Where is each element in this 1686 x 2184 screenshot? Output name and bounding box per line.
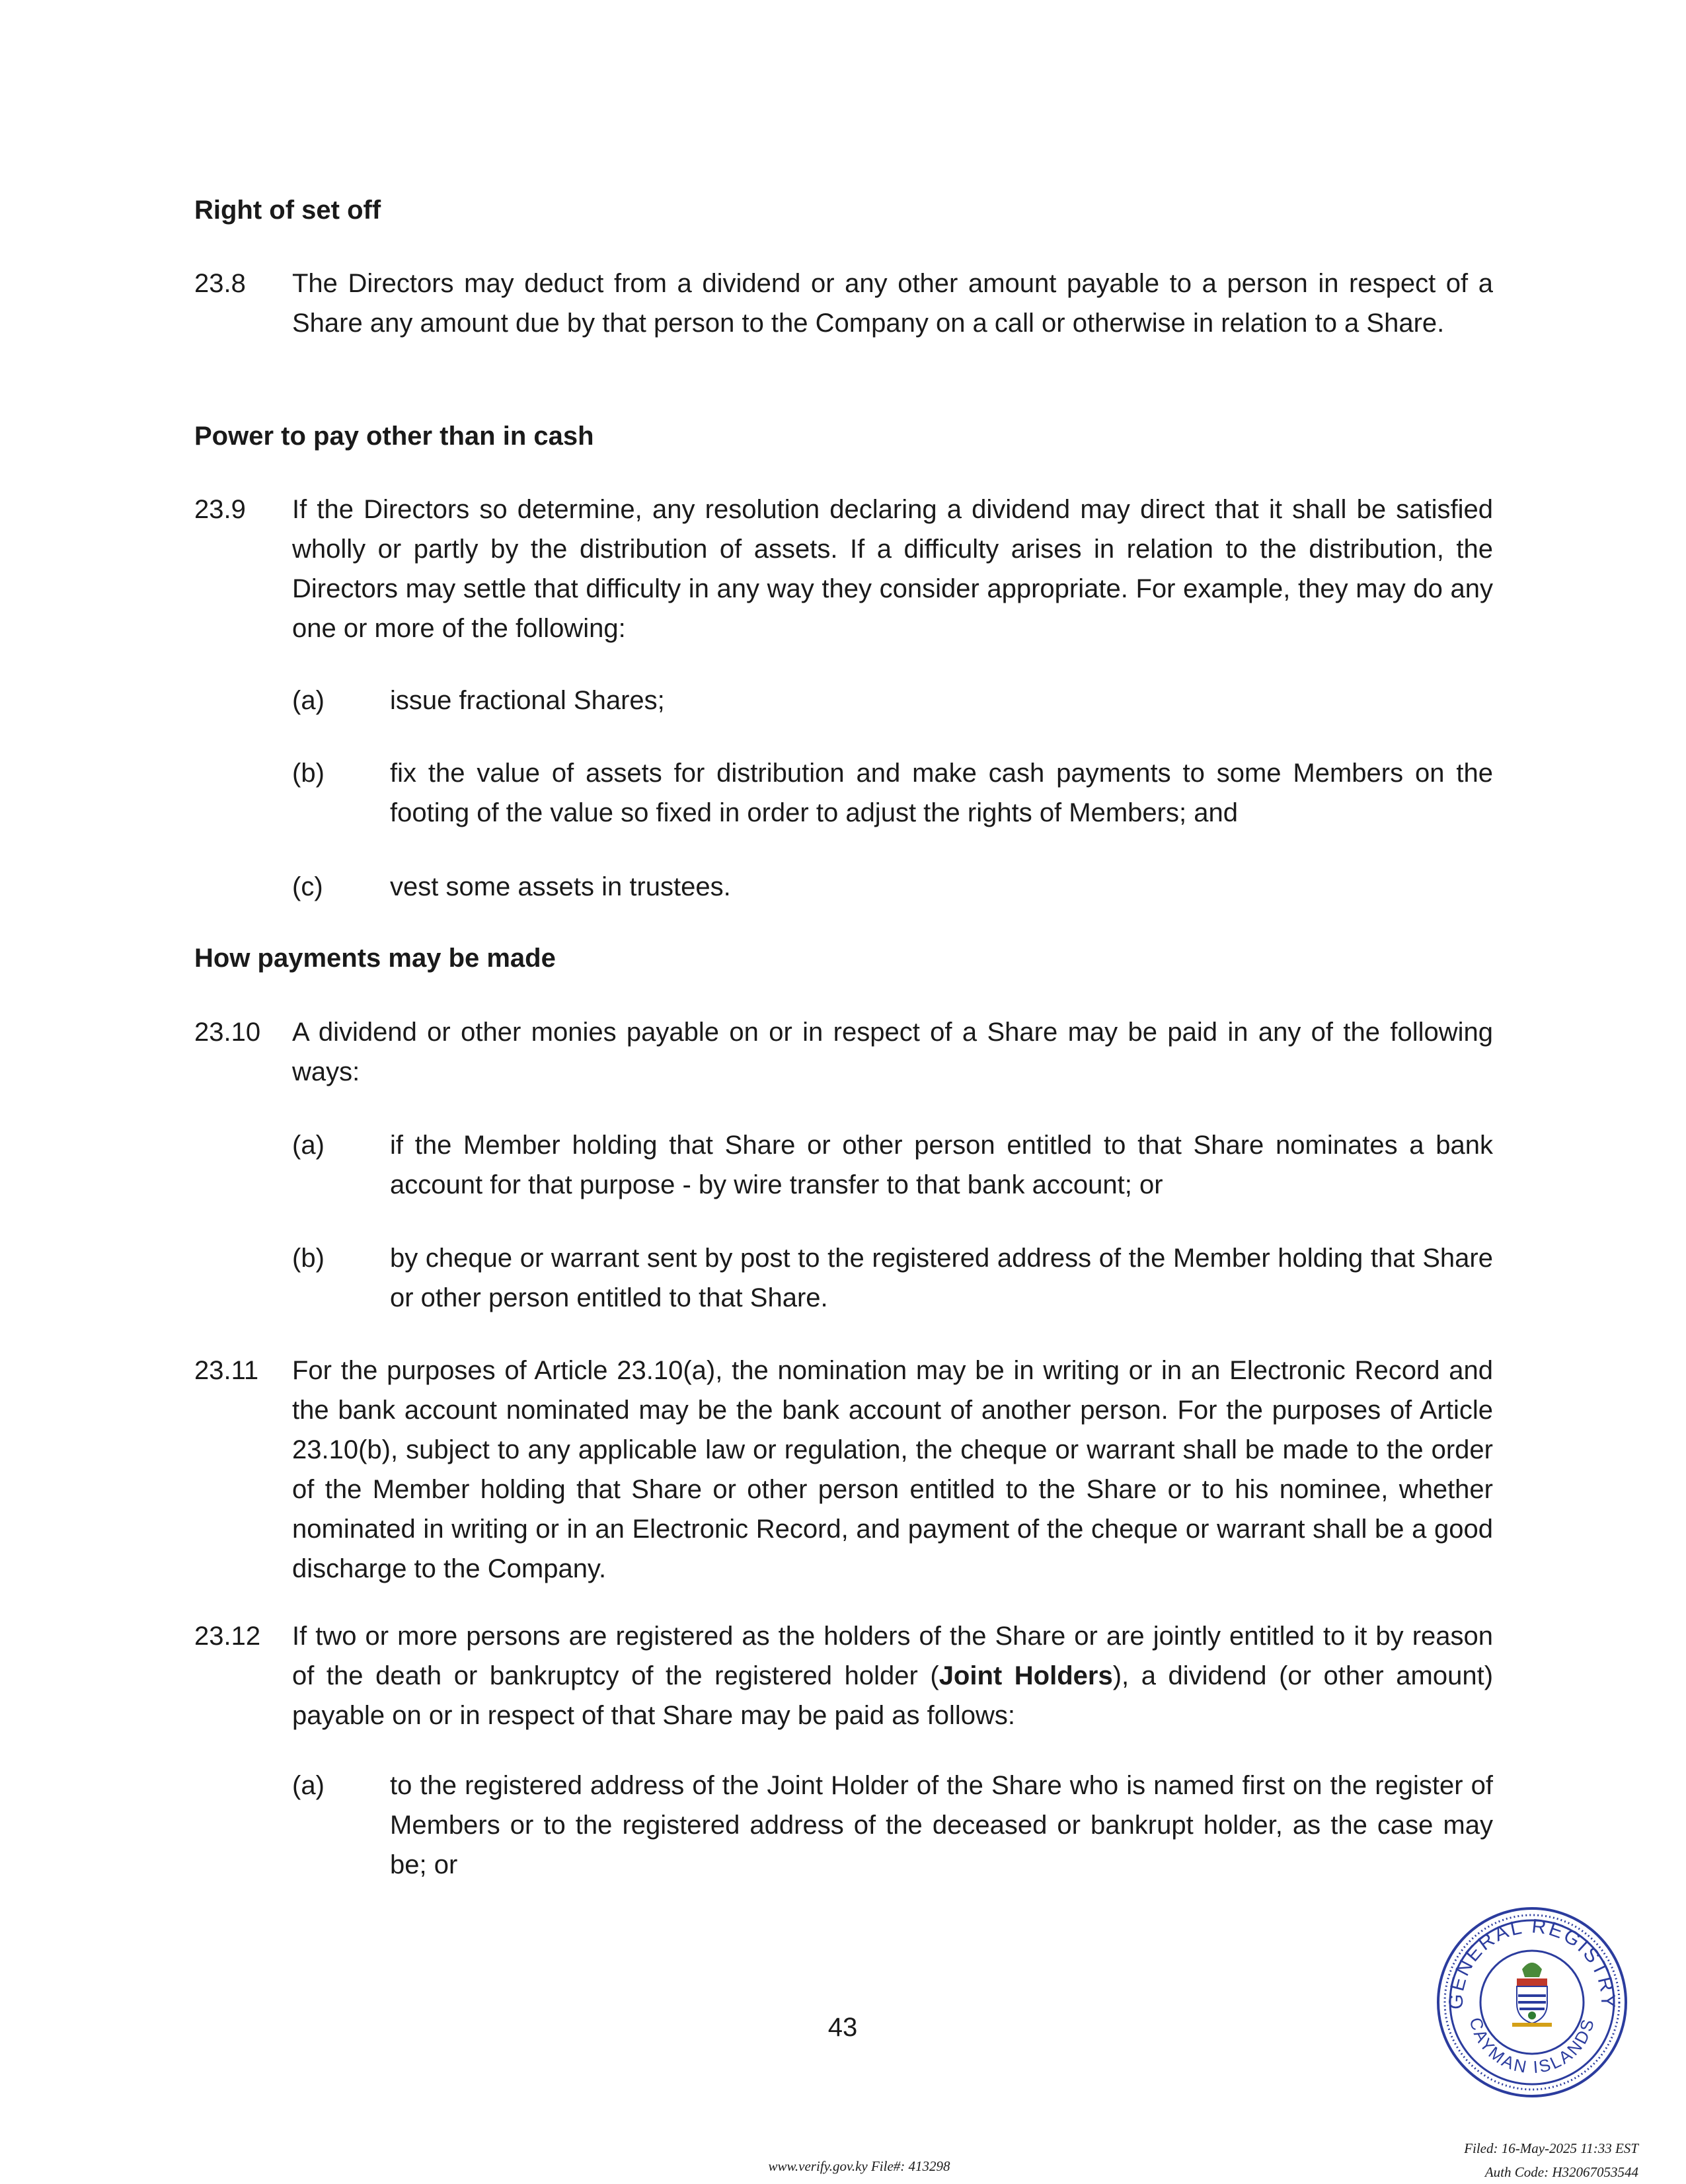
auth-code: Auth Code: H32067053544	[1484, 2164, 1638, 2180]
clause-23-8	[194, 264, 1493, 343]
item-label: (a)	[292, 1771, 325, 1800]
item-label: (a)	[292, 686, 325, 715]
clause-text: A dividend or other monies payable on or in respect of a Share may be paid in any of the following ways:	[292, 1018, 1493, 1086]
clause-number: 23.9	[194, 495, 246, 524]
sub-item-23-9-b	[292, 753, 1493, 833]
clause-text-end: ), a dividend (or other amount) payable on or in respect of that Share may be paid as follows:	[292, 1661, 1494, 1730]
clause-text-start: If two or more persons are registered as the holders of the Share or are jointly entitled to it by reason of the death or bankruptcy of the registered holder (	[292, 1622, 1493, 1690]
sub-item-23-10-b	[292, 1238, 1493, 1318]
sub-item-23-9-c	[292, 867, 1493, 907]
item-label: (a)	[292, 1131, 325, 1160]
clause-text: If the Directors so determine, any resolution declaring a dividend may direct that it shall be satisfied wholly or partly by the distribution of assets. If a difficulty arises in relation to the distribution, the Directors may settle that difficulty in any way they consider appropriate. For example, they may do any one or more of the following:	[292, 495, 1493, 643]
item-text: issue fractional Shares;	[390, 686, 665, 715]
item-text: to the registered address of the Joint Holder of the Share who is named first on the register of Members or to the registered address of the deceased or bankrupt holder, as the case may be; or	[390, 1771, 1493, 1879]
item-label: (b)	[292, 759, 325, 788]
item-text: by cheque or warrant sent by post to the registered address of the Member holding that Share or other person entitled to that Share.	[390, 1244, 1493, 1312]
sub-item-23-10-a	[292, 1125, 1493, 1205]
item-label: (c)	[292, 872, 323, 901]
defined-term-joint-holders: Joint Holders	[939, 1661, 1113, 1690]
item-label: (b)	[292, 1244, 325, 1273]
clause-23-12	[194, 1616, 1493, 1735]
coat-of-arms-icon	[1512, 1963, 1552, 2025]
general-registry-seal	[1433, 1903, 1631, 2101]
item-text: if the Member holding that Share or other person entitled to that Share nominates a bank account for that purpose - by wire transfer to that bank account; or	[390, 1131, 1493, 1199]
sub-item-23-12-a	[292, 1766, 1493, 1885]
clause-number: 23.12	[194, 1622, 261, 1651]
sub-item-23-9-a	[292, 681, 1493, 720]
heading-power-to-pay: Power to pay other than in cash	[194, 422, 594, 451]
clause-text	[292, 1616, 1493, 1735]
filed-date: Filed: 16-May-2025 11:33 EST	[1464, 2140, 1638, 2156]
seal-top-text: GENERAL REGISTRY	[1445, 1915, 1619, 2010]
clause-text: For the purposes of Article 23.10(a), the nomination may be in writing or in an Electronic Record and the bank account nominated may be the bank account of another person. For the purposes of Article 23.10(b), subject to any applicable law or regulation, the cheque or warrant shall be made to the order of the Member holding that Share or other person entitled to the Share or to his nominee, whether nominated in writing or in an Electronic Record, and payment of the cheque or warrant shall be a good discharge to the Company.	[292, 1356, 1493, 1583]
seal-bottom-text: CAYMAN ISLANDS	[1465, 2015, 1599, 2078]
item-text: fix the value of assets for distribution and make cash payments to some Members on the footing of the value so fixed in order to adjust the rights of Members; and	[390, 759, 1493, 827]
clause-number: 23.10	[194, 1018, 261, 1047]
clause-23-9	[194, 490, 1493, 648]
clause-23-10	[194, 1012, 1493, 1092]
heading-right-of-set-off: Right of set off	[194, 196, 381, 225]
item-text: vest some assets in trustees.	[390, 872, 731, 901]
page-number: 43	[827, 2013, 858, 2042]
clause-number: 23.11	[194, 1356, 259, 1385]
filed-stamp	[1464, 2136, 1638, 2184]
heading-how-payments: How payments may be made	[194, 944, 556, 973]
clause-23-11	[194, 1351, 1493, 1589]
clause-text: The Directors may deduct from a dividend or any other amount payable to a person in respect of a Share any amount due by that person to the Company on a call or otherwise in relation to a Share.	[292, 269, 1493, 338]
verify-footer: www.verify.gov.ky File#: 413298	[768, 2158, 950, 2174]
clause-number: 23.8	[194, 269, 246, 298]
